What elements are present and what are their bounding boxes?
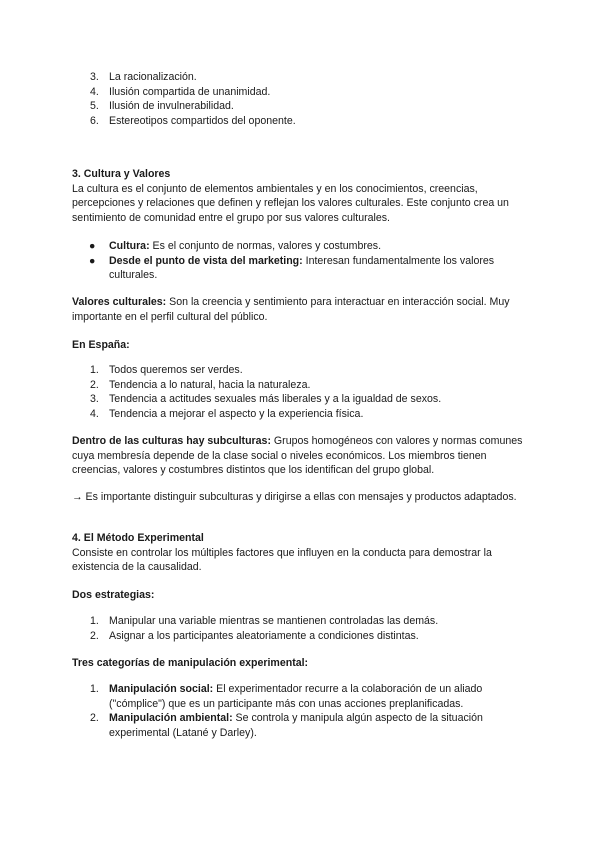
culture-bullets (72, 239, 530, 283)
list-number: 2. (90, 629, 99, 642)
espana-list (72, 363, 530, 421)
list-text: Tendencia a mejorar el aspecto y la experiencia física. (109, 407, 364, 420)
estrategias-list (72, 614, 530, 643)
list-number: 1. (90, 683, 99, 695)
estrategias-heading-block (72, 588, 530, 603)
valores-text: Son la creencia y sentimiento para interactuar en interacción social. Muy importante en el perfil cultural del público. (72, 296, 510, 323)
list-item (72, 614, 530, 629)
arrow-note: → Es importante distinguir subculturas y dirigirse a ellas con mensajes y productos adaptados. (72, 491, 517, 503)
list-number: 1. (90, 615, 99, 627)
list-number: 4. (90, 85, 99, 98)
espana-heading-block (72, 338, 530, 353)
subculturas-term: Dentro de las culturas hay subculturas: (72, 435, 271, 447)
section-3 (72, 167, 530, 225)
list-number: 3. (90, 393, 99, 406)
section-intro: La cultura es el conjunto de elementos ambientales y en los conocimientos, creencias, percepciones y relaciones que definen y reflejan los valores culturales. Este conjunto crea un sentimiento de comunidad entre el grupo por sus valores culturales. (72, 182, 509, 224)
list-text: Todos queremos ser verdes. (109, 364, 243, 376)
categorias-heading-block (72, 656, 530, 671)
intro-list (72, 70, 530, 128)
list-text: Tendencia a lo natural, hacia la naturaleza. (109, 378, 311, 391)
list-text: El experimentador recurre a la colaboración de un aliado ("cómplice") que es un participante más con unas acciones preplanificadas. (109, 683, 483, 710)
section-heading: 4. El Método Experimental (72, 532, 204, 544)
list-item (72, 378, 530, 393)
bullet-text: Interesan fundamentalmente los valores culturales. (109, 254, 495, 282)
section-intro: Consiste en controlar los múltiples factores que influyen en la conducta para demostrar la existencia de la causalidad. (72, 546, 492, 574)
list-item (72, 85, 530, 100)
list-item (72, 363, 530, 378)
bullet-term: Desde el punto de vista del marketing: (109, 254, 303, 267)
list-item (72, 629, 530, 644)
list-number: 3. (90, 71, 99, 83)
section-heading: 3. Cultura y Valores (72, 168, 171, 180)
bullet-item (72, 239, 530, 254)
estrategias-heading: Dos estrategias: (72, 589, 155, 601)
list-item (72, 392, 530, 407)
subculturas-text: Grupos homogéneos con valores y normas comunes cuya membresía depende de la clase social o niveles económicos. Los miembros tienen creencias, valores y costumbres distintos que los identifican del grupo global. (72, 435, 523, 477)
list-term: Manipulación social: (109, 683, 214, 695)
bullet-text: Es el conjunto de normas, valores y costumbres. (149, 240, 382, 252)
list-text: Ilusión de invulnerabilidad. (109, 100, 234, 113)
list-text: Estereotipos compartidos del oponente. (109, 114, 296, 127)
list-text: Asignar a los participantes aleatoriamente a condiciones distintas. (109, 629, 419, 642)
bullet-item (72, 254, 530, 283)
subculturas-paragraph (72, 434, 530, 478)
list-number: 1. (90, 364, 99, 376)
list-text: Tendencia a actitudes sexuales más liberales y a la igualdad de sexos. (109, 393, 442, 406)
list-number: 2. (90, 712, 99, 725)
list-text: La racionalización. (109, 71, 197, 83)
list-item (72, 711, 530, 740)
arrow-note-block (72, 490, 530, 505)
list-text: Manipular una variable mientras se mantienen controladas las demás. (109, 615, 439, 627)
list-term: Manipulación ambiental: (109, 712, 233, 725)
list-number: 5. (90, 100, 99, 113)
list-number: 6. (90, 114, 99, 127)
list-item (72, 70, 530, 85)
bullet-icon: ● (89, 240, 96, 252)
categorias-list (72, 682, 530, 740)
section-4 (72, 531, 530, 575)
bullet-term: Cultura: (109, 240, 150, 252)
list-number: 4. (90, 407, 99, 420)
valores-paragraph (72, 295, 530, 324)
list-item (72, 407, 530, 422)
list-item (72, 114, 530, 129)
list-item (72, 99, 530, 114)
espana-heading: En España: (72, 339, 130, 351)
categorias-heading: Tres categorías de manipulación experimental: (72, 657, 309, 669)
list-text: Se controla y manipula algún aspecto de la situación experimental (Latané y Darley). (109, 712, 483, 739)
list-item (72, 682, 530, 711)
bullet-icon: ● (89, 254, 96, 267)
valores-term: Valores culturales: (72, 296, 167, 308)
list-number: 2. (90, 378, 99, 391)
list-text: Ilusión compartida de unanimidad. (109, 85, 271, 98)
